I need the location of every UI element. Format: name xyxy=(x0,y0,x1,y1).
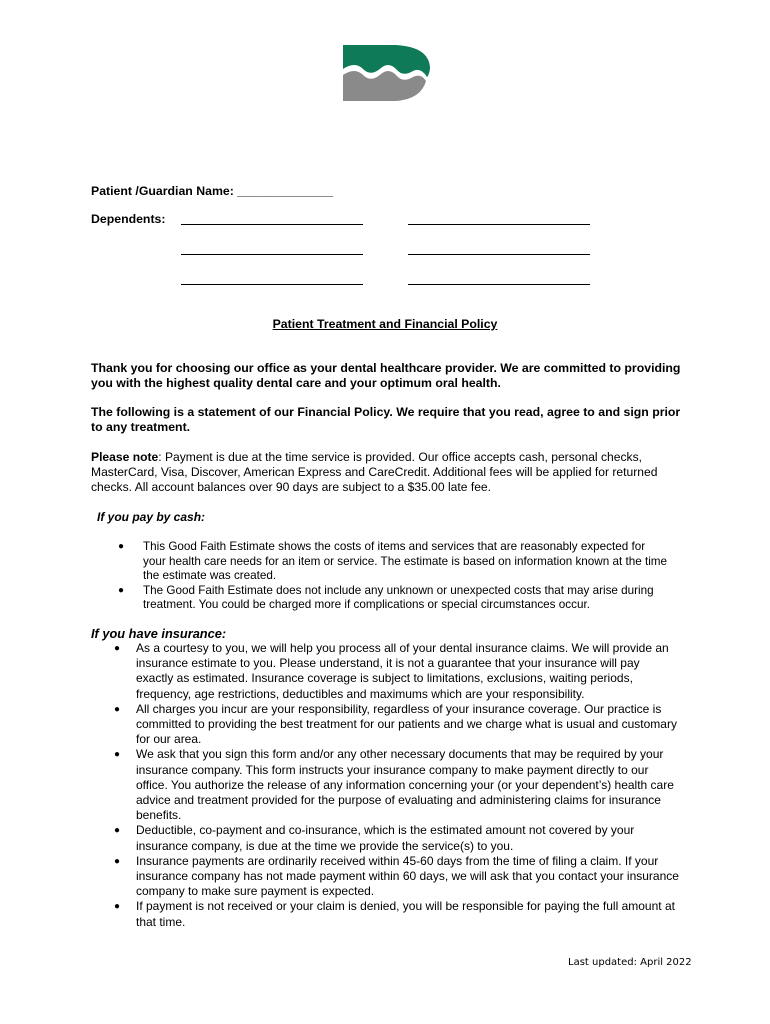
please-note-label: Please note xyxy=(91,450,159,464)
dependent-line-2a[interactable] xyxy=(181,254,363,255)
dependent-line-3a[interactable] xyxy=(181,284,363,285)
list-item: ● Insurance payments are ordinarily received within 45-60 days from the time of filing a claim. If your insurance company has not made payment within 60 days, we will ask that you contact your insurance company to make sure payment is expected. xyxy=(114,853,679,899)
insurance-list xyxy=(114,641,680,930)
bullet-icon: ● xyxy=(114,703,121,715)
dental-practice-logo xyxy=(341,45,430,101)
cash-heading: If you pay by cash: xyxy=(97,510,206,524)
list-item: ● We ask that you sign this form and/or any other necessary documents that may be required by your insurance company. This form instructs your insurance company to make payment directly to our office. You authorize the release of any information concerning your (or your dependent’s) health care advice and treatment provided for the purpose of evaluating and administering claims for insurance benefits. xyxy=(114,747,674,823)
policy-title: Patient Treatment and Financial Policy xyxy=(272,317,498,331)
patient-guardian-name-label: Patient /Guardian Name: ______________ xyxy=(91,184,333,198)
bullet-icon: ● xyxy=(114,643,121,654)
cash-list xyxy=(118,540,671,613)
dependent-line-2b[interactable] xyxy=(408,254,590,255)
bullet-icon: ● xyxy=(118,541,125,552)
bullet-icon: ● xyxy=(118,584,125,596)
list-item: ● If payment is not received or your claim is denied, you will be responsible for paying the full amount at that time. xyxy=(114,899,675,929)
bullet-icon: ● xyxy=(114,855,121,867)
please-note-text: : Payment is due at the time service is provided. Our office accepts cash, personal checks, MasterCard, Visa, Discover, American Express and CareCredit. Additional fees will be applied for returned checks. All account balances over 90 days are subject to a $35.00 late fee. xyxy=(91,450,658,495)
bullet-icon: ● xyxy=(114,749,121,761)
bullet-icon: ● xyxy=(114,825,121,837)
list-item: ● This Good Faith Estimate shows the costs of items and services that are reasonably expected for your health care needs for an item or service. The estimate is based on information known at the time the estimate was created. xyxy=(118,540,668,583)
insurance-heading: If you have insurance: xyxy=(91,626,227,641)
dependents-label: Dependents: xyxy=(91,212,166,226)
statement-paragraph: The following is a statement of our Financial Policy. We require that you read, agree to and sign prior to any treatment. xyxy=(91,405,681,435)
bullet-icon: ● xyxy=(114,901,121,913)
list-item: ● As a courtesy to you, we will help you process all of your dental insurance claims. We will provide an insurance estimate to you. Please understand, it is not a guarantee that your insurance will pay exactly as estimated. Insurance coverage is subject to limitations, exclusions, waiting periods, frequency, age restrictions, deductibles and maximums which are your responsibility. xyxy=(114,641,669,701)
list-item: ● All charges you incur are your responsibility, regardless of your insurance coverage. Our practice is committed to providing the best treatment for our patients and we charge what is usual and customary for our area. xyxy=(114,701,677,747)
dependent-line-1b[interactable] xyxy=(408,224,590,225)
please-note-paragraph xyxy=(91,450,691,496)
list-item: ● Deductible, co-payment and co-insurance, which is the estimated amount not covered by your insurance company, is due at the time we provide the service(s) to you. xyxy=(114,823,635,853)
intro-paragraph: Thank you for choosing our office as your dental healthcare provider. We are committed to providing you with the highest quality dental care and your optimum oral health. xyxy=(91,361,681,391)
dependent-line-3b[interactable] xyxy=(408,284,590,285)
list-item: ● The Good Faith Estimate does not include any unknown or unexpected costs that may arise during treatment. You could be charged more if complications or special circumstances occur. xyxy=(118,583,654,612)
last-updated: Last updated: April 2022 xyxy=(568,957,692,968)
dependent-line-1a[interactable] xyxy=(181,224,363,225)
